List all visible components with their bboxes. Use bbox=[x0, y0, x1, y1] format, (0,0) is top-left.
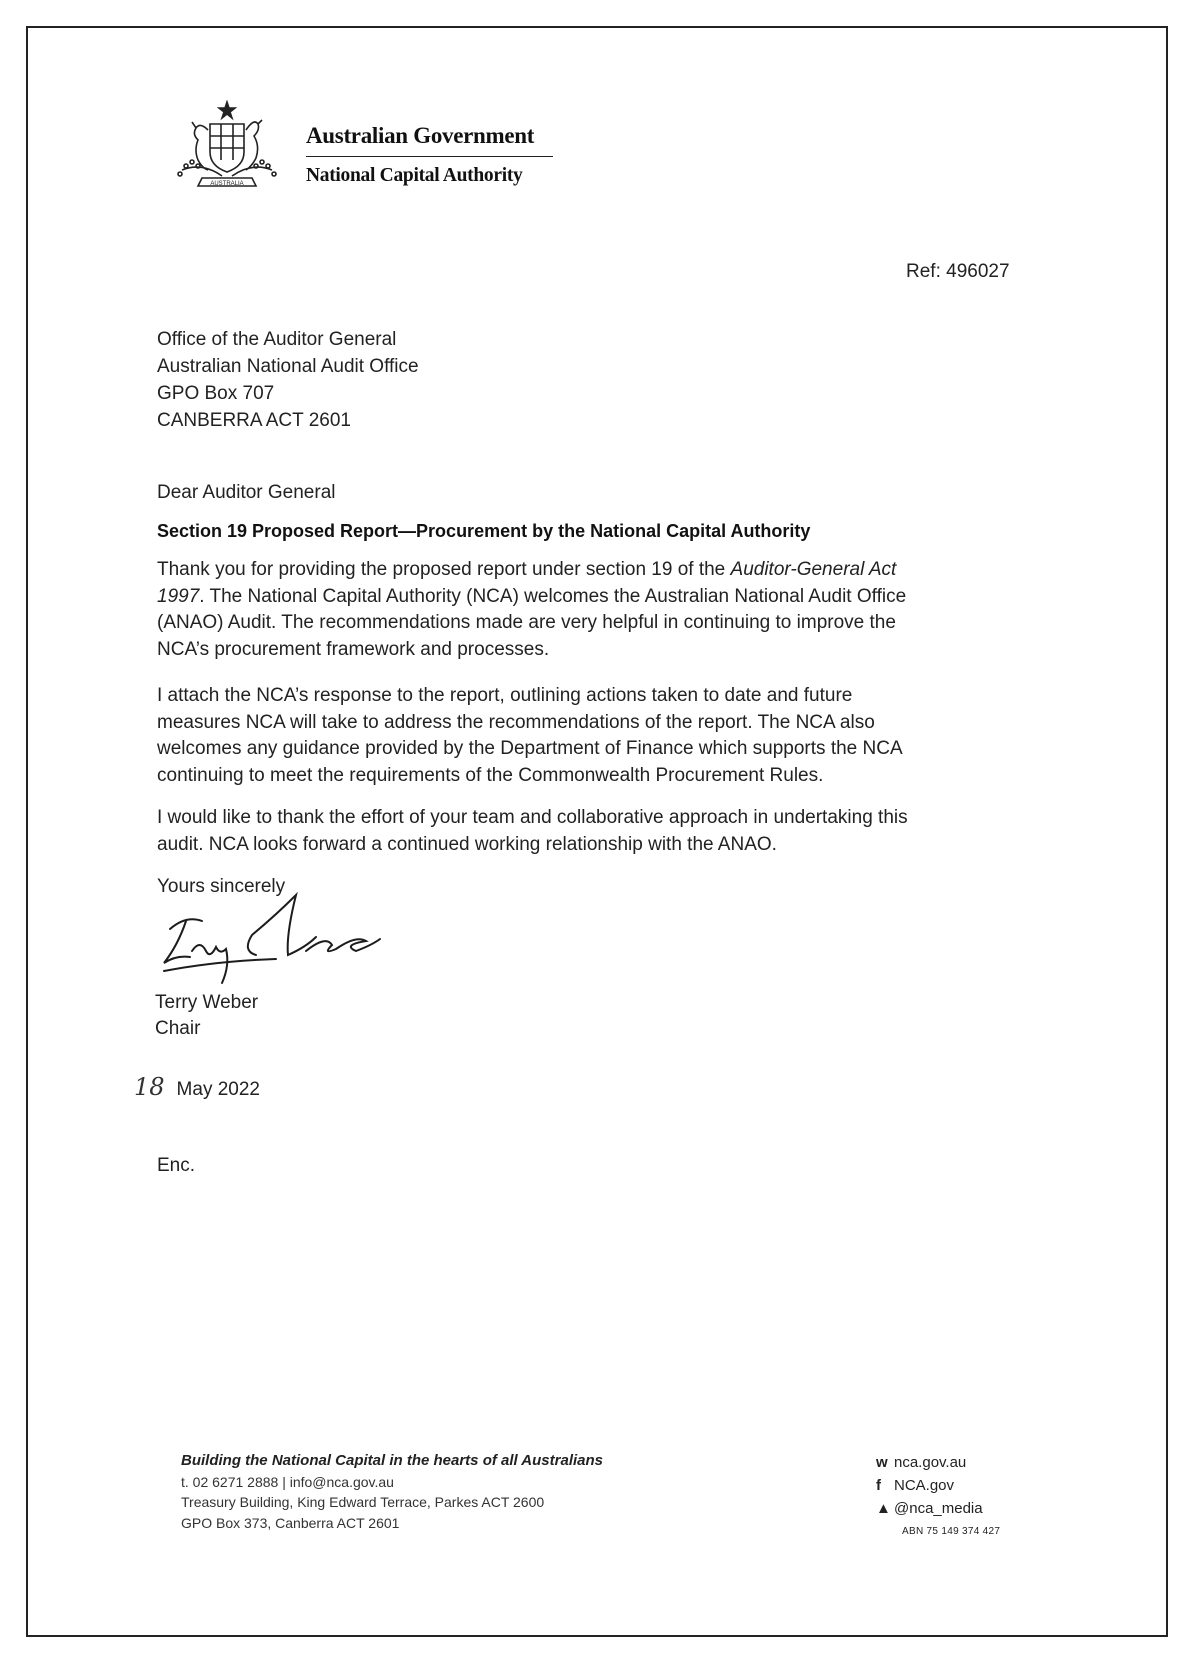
signer-name: Terry Weber bbox=[155, 992, 259, 1013]
address-line: GPO Box 707 bbox=[157, 383, 275, 404]
footer-phone-email: t. 02 6271 2888 | info@nca.gov.au bbox=[181, 1473, 394, 1490]
body-paragraph-3: I would like to thank the effort of your team and collaborative approach in undertaking this audit. NCA looks forward a continued working relationship with the ANAO. bbox=[157, 807, 908, 855]
facebook-icon: f bbox=[876, 1477, 881, 1494]
twitter-icon: ▲ bbox=[876, 1500, 891, 1517]
recipient-address bbox=[157, 326, 419, 434]
enclosure-note: Enc. bbox=[157, 1155, 196, 1176]
letter-date: 18 May 2022 bbox=[134, 1073, 260, 1101]
web-icon: w bbox=[876, 1454, 888, 1471]
handwritten-day: 18 bbox=[134, 1073, 165, 1101]
signer-block bbox=[155, 990, 258, 1042]
agency-title: National Capital Authority bbox=[306, 165, 523, 186]
subject-line: Section 19 Proposed Report—Procurement by the National Capital Authority bbox=[157, 521, 811, 541]
signer-title: Chair bbox=[155, 1018, 201, 1039]
address-line: Australian National Audit Office bbox=[157, 356, 419, 377]
coat-of-arms-icon bbox=[172, 100, 282, 196]
footer-web: w nca.gov.au bbox=[876, 1451, 1000, 1474]
footer-postal-address: GPO Box 373, Canberra ACT 2601 bbox=[181, 1514, 400, 1531]
government-title: Australian Government bbox=[306, 123, 535, 148]
footer-web-social bbox=[876, 1451, 1000, 1543]
body-paragraph-1: Thank you for providing the proposed report under section 19 of the Auditor-General Act 1997. The National Capital Authority (NCA) welcomes the Australian National Audit Office (ANAO) Audit. The recommendations made are very helpful in continuing to improve the NCA’s procurement framework and processes. bbox=[157, 559, 907, 660]
address-line: Office of the Auditor General bbox=[157, 329, 397, 350]
svg-text:AUSTRALIA: AUSTRALIA bbox=[210, 181, 244, 187]
handwritten-signature bbox=[156, 885, 386, 990]
footer-twitter: ▲ @nca_media bbox=[876, 1497, 1000, 1520]
footer-tagline: Building the National Capital in the hearts of all Australians bbox=[181, 1452, 603, 1469]
body-paragraph-2: I attach the NCA’s response to the report, outlining actions taken to date and future measures NCA will take to address the recommendations of the report. The NCA also welcomes any guidance provided by the Department of Finance which supports the NCA continuing to meet the requirements of the Commonwealth Procurement Rules. bbox=[157, 685, 903, 786]
footer-street-address: Treasury Building, King Edward Terrace, Parkes ACT 2600 bbox=[181, 1494, 545, 1510]
reference-number: Ref: 496027 bbox=[906, 261, 1010, 282]
salutation: Dear Auditor General bbox=[157, 482, 336, 503]
footer-contact bbox=[181, 1451, 603, 1533]
letterhead-divider bbox=[306, 156, 553, 157]
address-line: CANBERRA ACT 2601 bbox=[157, 410, 351, 431]
footer-facebook: f NCA.gov bbox=[876, 1474, 1000, 1497]
closing: Yours sincerely bbox=[157, 876, 286, 897]
footer-abn: ABN 75 149 374 427 bbox=[902, 1526, 1001, 1537]
